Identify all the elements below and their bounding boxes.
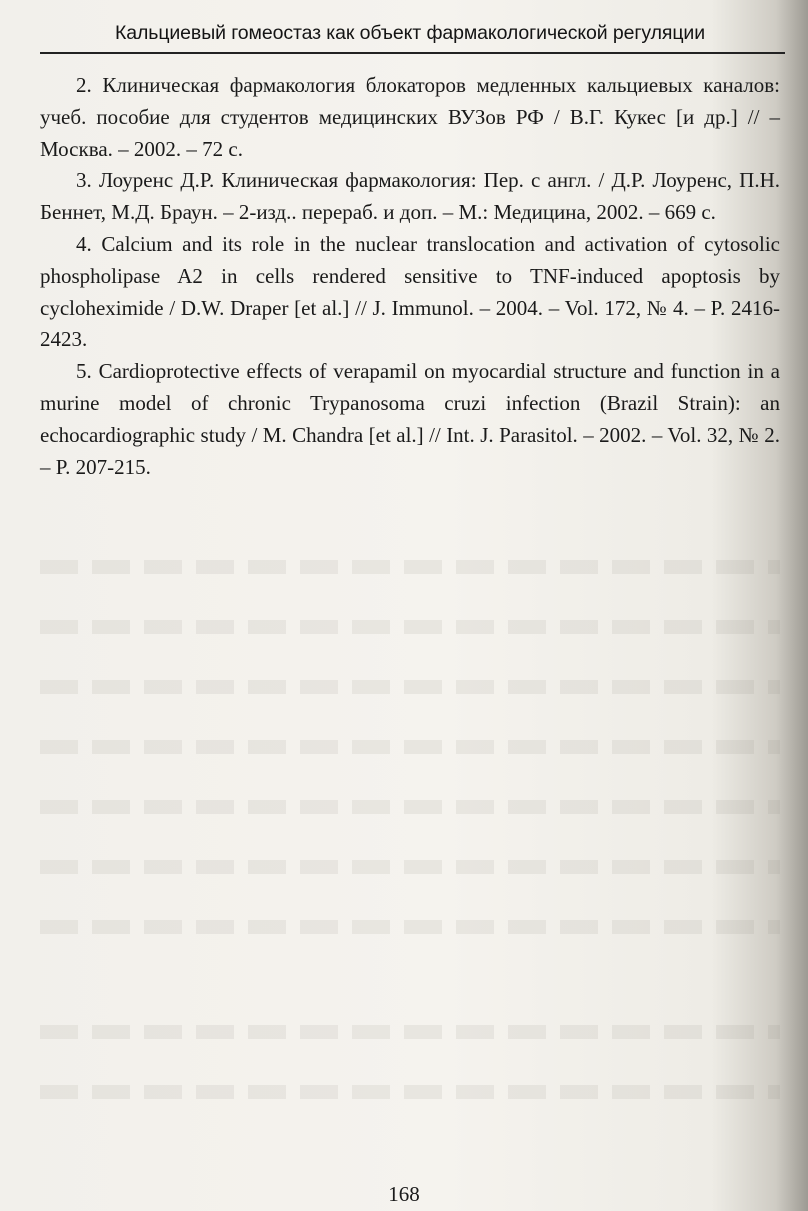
reference-item: 3. Лоуренс Д.Р. Клиническая фармакология: Пер. с англ. / Д.Р. Лоуренс, П.Н. Беннет, М.Д. Браун. – 2-изд.. перераб. и доп. – М.: Медицина, 2002. – 669 с. (40, 168, 780, 225)
reference-item: 2. Клиническая фармакология блокаторов медленных кальциевых каналов: учеб. пособие для студентов медицинских ВУЗов РФ / В.Г. Кукес [и др.] // – Москва. – 2002. – 72 с. (40, 73, 780, 161)
reference-item: 4. Calcium and its role in the nuclear translocation and activation of cytosolic phospholipase A2 in cells rendered sensitive to TNF-induced apoptosis by cycloheximide / D.W. Draper [et al.] // J. Immunol. – 2004. – Vol. 172, № 4. – P. 2416-2423. (40, 231, 780, 352)
page-number: 168 (388, 1182, 420, 1206)
show-through-line (40, 860, 780, 874)
show-through-line (40, 680, 780, 694)
reference-item: 5. Cardioprotective effects of verapamil on myocardial structure and function in a murine model of chronic Trypanosoma cruzi infection (Brazil Strain): an echocardiographic study / M. Chandra [et al.] // Int. J. Parasitol. – 2002. – Vol. 32, № 2. – P. 207-215. (40, 359, 780, 479)
show-through-line (40, 620, 780, 634)
show-through-line (40, 560, 780, 574)
reference-list (40, 70, 780, 483)
show-through-line (40, 920, 780, 934)
running-header: Кальциевый гомеостаз как объект фармакологической регуляции (114, 22, 706, 44)
show-through-line (40, 1085, 780, 1099)
header-rule (40, 52, 785, 54)
show-through-line (40, 740, 780, 754)
show-through-line (40, 1025, 780, 1039)
show-through-line (40, 800, 780, 814)
